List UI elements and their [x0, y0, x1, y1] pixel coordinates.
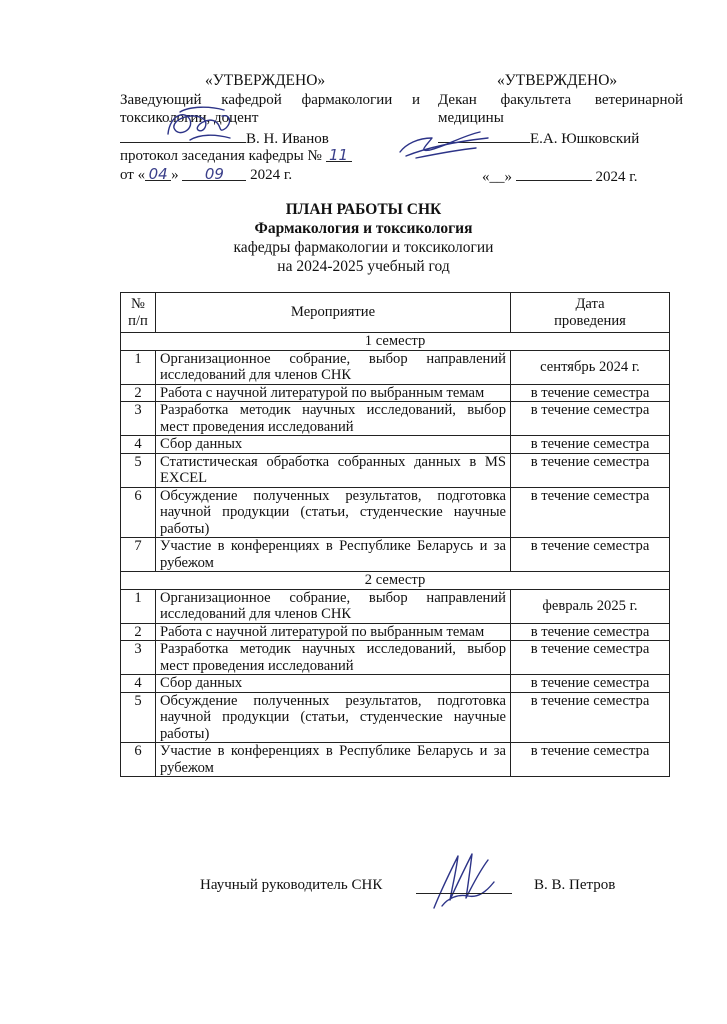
right-approval-heading: «УТВЕРЖДЕНО»: [497, 72, 618, 89]
semester-label: 1 семестр: [121, 333, 670, 351]
row-number: 6: [121, 743, 156, 777]
row-date: в течение семестра: [511, 538, 670, 572]
date-day: 04: [145, 166, 171, 181]
row-number: 3: [121, 641, 156, 675]
row-date: в течение семестра: [511, 743, 670, 777]
row-activity: Обсуждение полученных результатов, подготовка научной продукции (статьи, студенческие научные работы): [156, 692, 511, 743]
table-row: [121, 436, 670, 454]
title-line1: ПЛАН РАБОТЫ СНК: [285, 201, 442, 218]
left-protocol-row: [120, 147, 352, 165]
table-row: [121, 487, 670, 538]
date-month: 09: [182, 166, 246, 181]
title-line4: на 2024-2025 учебный год: [277, 258, 450, 275]
row-number: 4: [121, 436, 156, 454]
signature-yushkovsky-icon: [396, 128, 516, 162]
left-date-row: [120, 166, 292, 184]
row-date: в течение семестра: [511, 436, 670, 454]
row-number: 1: [121, 589, 156, 623]
signature-petrov-icon: [428, 848, 508, 912]
row-date: в течение семестра: [511, 384, 670, 402]
table-row: [121, 623, 670, 641]
protocol-number: 11: [326, 147, 352, 162]
row-activity: Участие в конференциях в Республике Беларусь и за рубежом: [156, 538, 511, 572]
row-activity: Сбор данных: [156, 436, 511, 454]
table-row: [121, 384, 670, 402]
row-date: в течение семестра: [511, 675, 670, 693]
row-date: в течение семестра: [511, 402, 670, 436]
title-line3: кафедры фармакологии и токсикологии: [233, 239, 494, 256]
row-number: 2: [121, 623, 156, 641]
title-line2: Фармакология и токсикология: [254, 220, 473, 237]
plan-table: [120, 292, 670, 777]
row-activity: Организационное собрание, выбор направлений исследований для членов СНК: [156, 589, 511, 623]
protocol-prefix: протокол заседания кафедры №: [120, 148, 322, 164]
signature-ivanov-icon: [160, 104, 250, 148]
table-row: [121, 641, 670, 675]
row-number: 1: [121, 350, 156, 384]
row-activity: Статистическая обработка собранных данных в MS EXCEL: [156, 453, 511, 487]
row-number: 2: [121, 384, 156, 402]
plan-table-body: [121, 333, 670, 777]
table-row: [121, 350, 670, 384]
row-number: 3: [121, 402, 156, 436]
right-signer-name: Е.А. Юшковский: [530, 131, 640, 147]
left-signer-name: В. Н. Иванов: [246, 131, 329, 147]
footer-name: В. В. Петров: [534, 877, 616, 893]
row-activity: Работа с научной литературой по выбранным темам: [156, 623, 511, 641]
table-row: [121, 675, 670, 693]
row-number: 5: [121, 692, 156, 743]
table-row: [121, 743, 670, 777]
row-activity: Участие в конференциях в Республике Беларусь и за рубежом: [156, 743, 511, 777]
semester-label: 2 семестр: [121, 572, 670, 590]
footer-signature-line: [416, 893, 512, 894]
right-date-month-blank: [516, 166, 592, 181]
left-approval-heading: «УТВЕРЖДЕНО»: [205, 72, 326, 89]
date-mid: »: [171, 167, 179, 183]
right-date-row: [482, 166, 637, 186]
row-date: сентябрь 2024 г.: [511, 350, 670, 384]
right-date-prefix: «__»: [482, 169, 512, 185]
table-row: [121, 589, 670, 623]
row-activity: Работа с научной литературой по выбранным темам: [156, 384, 511, 402]
semester-row: [121, 572, 670, 590]
date-prefix: от «: [120, 167, 146, 183]
header-activity: Мероприятие: [156, 293, 511, 333]
row-date: в течение семестра: [511, 487, 670, 538]
row-date: в течение семестра: [511, 692, 670, 743]
row-activity: Разработка методик научных исследований, выбор мест проведения исследований: [156, 402, 511, 436]
right-date-year: 2024 г.: [595, 169, 638, 185]
right-approval-line2: медицины: [438, 110, 504, 126]
row-activity: Организационное собрание, выбор направлений исследований для членов СНК: [156, 350, 511, 384]
row-number: 5: [121, 453, 156, 487]
right-approval-line1: Декан факультета ветеринарной: [438, 92, 683, 108]
table-row: [121, 692, 670, 743]
left-approval-line1: Заведующий кафедрой фармакологии и: [120, 92, 420, 108]
header-num: № п/п: [121, 293, 156, 333]
row-activity: Разработка методик научных исследований, выбор мест проведения исследований: [156, 641, 511, 675]
row-date: в течение семестра: [511, 623, 670, 641]
semester-row: [121, 333, 670, 351]
footer-role: Научный руководитель СНК: [200, 877, 383, 893]
table-row: [121, 402, 670, 436]
table-row: [121, 453, 670, 487]
left-approval-line2: токсикологии, доцент: [120, 110, 259, 126]
row-date: февраль 2025 г.: [511, 589, 670, 623]
document-title: [0, 200, 727, 276]
row-activity: Сбор данных: [156, 675, 511, 693]
date-year: 2024 г.: [250, 167, 293, 183]
row-activity: Обсуждение полученных результатов, подготовка научной продукции (статьи, студенческие научные работы): [156, 487, 511, 538]
header-date: Дата проведения: [511, 293, 670, 333]
row-date: в течение семестра: [511, 641, 670, 675]
row-number: 6: [121, 487, 156, 538]
row-number: 4: [121, 675, 156, 693]
row-number: 7: [121, 538, 156, 572]
table-row: [121, 538, 670, 572]
row-date: в течение семестра: [511, 453, 670, 487]
